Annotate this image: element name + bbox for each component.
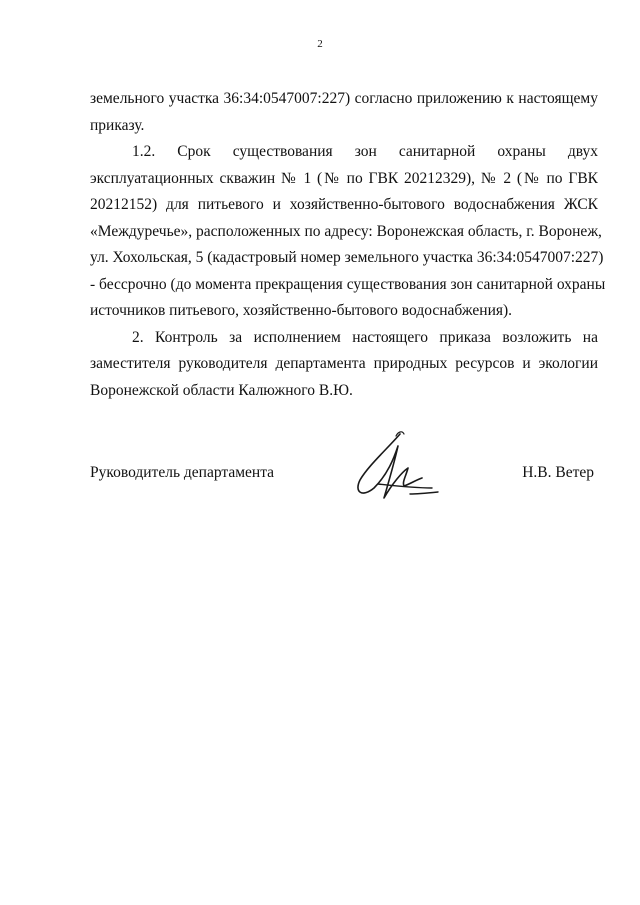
page-number: 2	[317, 38, 323, 50]
text-line: эксплуатационных скважин № 1 (№ по ГВК 20212329), № 2 (№ по ГВК	[90, 169, 598, 187]
document-body	[90, 86, 606, 404]
paragraph-1-2	[90, 139, 606, 325]
text-line: - бессрочно (до момента прекращения существования зон санитарной охраны	[90, 275, 606, 293]
paragraph-1	[90, 86, 598, 139]
text-line: источников питьевого, хозяйственно-бытового водоснабжения).	[90, 302, 513, 319]
text-line: 1.2. Срок существования зон санитарной охраны двух	[132, 143, 598, 160]
text-line: приказу.	[90, 116, 145, 134]
handwritten-signature	[348, 428, 448, 508]
text-line: 20212152) для питьевого и хозяйственно-бытового водоснабжения ЖСК	[90, 196, 598, 213]
text-line: Воронежской области Калюжного В.Ю.	[90, 381, 353, 399]
paragraph-2	[90, 325, 598, 405]
text-line: земельного участка 36:34:0547007:227) согласно приложению к настоящему	[90, 90, 598, 107]
signature-block	[90, 458, 598, 508]
signatory-name: Н.В. Ветер	[522, 464, 594, 481]
text-line: «Междуречье», расположенных по адресу: Воронежская область, г. Воронеж,	[90, 222, 602, 240]
text-line: ул. Хохольская, 5 (кадастровый номер земельного участка 36:34:0547007:227)	[90, 249, 604, 266]
signatory-title: Руководитель департамента	[90, 464, 275, 481]
text-line: 2. Контроль за исполнением настоящего приказа возложить на	[132, 328, 598, 346]
text-line: заместителя руководителя департамента природных ресурсов и экологии	[90, 355, 598, 372]
